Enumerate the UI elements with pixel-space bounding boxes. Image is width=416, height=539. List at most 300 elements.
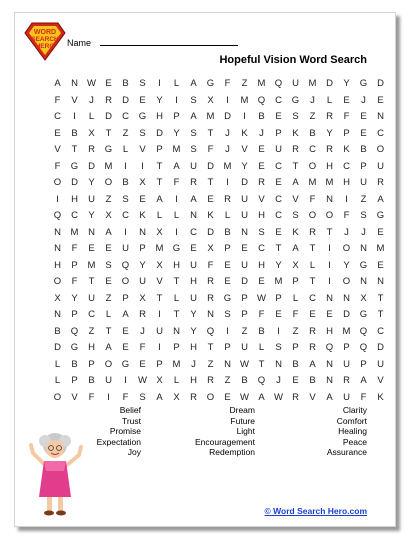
grid-letter[interactable]: E: [224, 259, 231, 271]
grid-letter[interactable]: O: [121, 276, 130, 287]
grid-letter[interactable]: D: [377, 78, 384, 89]
grid-letter[interactable]: I: [124, 160, 127, 172]
grid-letter[interactable]: B: [71, 358, 78, 370]
grid-letter[interactable]: H: [258, 210, 265, 221]
grid-letter[interactable]: I: [73, 111, 76, 122]
grid-letter[interactable]: E: [275, 226, 282, 238]
grid-letter[interactable]: U: [343, 391, 350, 403]
grid-letter[interactable]: L: [54, 375, 61, 386]
grid-letter[interactable]: D: [207, 226, 214, 238]
grid-letter[interactable]: D: [105, 111, 112, 122]
grid-letter[interactable]: D: [377, 342, 384, 353]
grid-letter[interactable]: C: [275, 193, 282, 205]
grid-letter[interactable]: F: [343, 210, 350, 221]
grid-letter[interactable]: G: [70, 160, 79, 172]
grid-letter[interactable]: N: [139, 226, 146, 238]
grid-letter[interactable]: U: [275, 144, 282, 155]
grid-letter[interactable]: E: [360, 127, 367, 139]
grid-letter[interactable]: E: [275, 111, 282, 122]
grid-letter[interactable]: L: [173, 78, 180, 89]
grid-letter[interactable]: S: [258, 226, 265, 238]
grid-letter[interactable]: C: [54, 111, 61, 122]
grid-letter[interactable]: J: [225, 127, 230, 139]
grid-letter[interactable]: N: [54, 243, 61, 254]
grid-letter[interactable]: Y: [139, 259, 146, 271]
grid-letter[interactable]: E: [139, 193, 146, 205]
grid-letter[interactable]: A: [292, 177, 299, 188]
grid-letter[interactable]: N: [71, 78, 78, 89]
grid-letter[interactable]: D: [54, 342, 61, 353]
grid-letter[interactable]: F: [173, 177, 180, 188]
grid-letter[interactable]: R: [292, 144, 299, 155]
grid-letter[interactable]: T: [258, 358, 265, 370]
grid-letter[interactable]: Y: [156, 94, 163, 106]
grid-letter[interactable]: F: [71, 276, 78, 287]
grid-letter[interactable]: T: [275, 243, 282, 254]
grid-letter[interactable]: V: [292, 193, 299, 205]
grid-letter[interactable]: L: [258, 342, 265, 353]
grid-letter[interactable]: B: [292, 358, 299, 370]
grid-letter[interactable]: Y: [190, 309, 197, 320]
grid-letter[interactable]: L: [156, 210, 163, 221]
grid-letter[interactable]: U: [241, 342, 248, 353]
grid-letter[interactable]: M: [376, 243, 385, 254]
grid-letter[interactable]: A: [105, 226, 112, 238]
grid-letter[interactable]: A: [156, 193, 163, 205]
grid-letter[interactable]: P: [343, 342, 350, 353]
grid-letter[interactable]: Y: [71, 292, 78, 304]
grid-letter[interactable]: R: [309, 226, 316, 238]
grid-letter[interactable]: D: [207, 160, 214, 172]
grid-letter[interactable]: D: [71, 177, 78, 188]
grid-letter[interactable]: B: [309, 375, 316, 386]
grid-letter[interactable]: O: [206, 391, 215, 403]
grid-letter[interactable]: A: [156, 391, 163, 403]
grid-letter[interactable]: X: [173, 391, 180, 403]
grid-letter[interactable]: F: [54, 94, 61, 106]
grid-letter[interactable]: M: [257, 78, 266, 89]
grid-letter[interactable]: E: [139, 358, 146, 370]
grid-letter[interactable]: Q: [206, 325, 215, 337]
grid-letter[interactable]: I: [141, 160, 144, 172]
grid-letter[interactable]: O: [308, 160, 317, 172]
grid-letter[interactable]: U: [156, 325, 163, 337]
grid-letter[interactable]: A: [292, 243, 299, 254]
grid-letter[interactable]: X: [139, 177, 146, 188]
grid-letter[interactable]: I: [124, 375, 127, 386]
grid-letter[interactable]: V: [139, 144, 146, 155]
grid-letter[interactable]: T: [309, 276, 316, 287]
grid-letter[interactable]: E: [207, 193, 214, 205]
grid-letter[interactable]: G: [121, 358, 130, 370]
grid-letter[interactable]: A: [309, 358, 316, 370]
name-line[interactable]: [100, 37, 238, 46]
grid-letter[interactable]: V: [156, 276, 163, 287]
grid-letter[interactable]: F: [122, 391, 129, 403]
grid-letter[interactable]: E: [326, 309, 333, 320]
grid-letter[interactable]: C: [275, 210, 282, 221]
grid-letter[interactable]: A: [190, 78, 197, 89]
grid-letter[interactable]: J: [259, 127, 264, 139]
grid-letter[interactable]: Z: [241, 325, 248, 337]
grid-letter[interactable]: T: [88, 276, 95, 287]
grid-letter[interactable]: N: [54, 309, 61, 320]
grid-letter[interactable]: S: [105, 259, 112, 271]
grid-letter[interactable]: S: [190, 144, 197, 155]
grid-letter[interactable]: X: [156, 375, 163, 386]
grid-letter[interactable]: F: [88, 391, 95, 403]
grid-letter[interactable]: D: [343, 309, 350, 320]
grid-letter[interactable]: U: [343, 358, 350, 370]
grid-letter[interactable]: C: [190, 226, 197, 238]
grid-letter[interactable]: I: [226, 94, 229, 106]
grid-letter[interactable]: Y: [326, 127, 333, 139]
grid-letter[interactable]: I: [226, 325, 229, 337]
grid-letter[interactable]: F: [207, 259, 214, 271]
grid-letter[interactable]: E: [139, 94, 146, 106]
grid-letter[interactable]: X: [156, 259, 163, 271]
grid-letter[interactable]: B: [309, 127, 316, 139]
grid-letter[interactable]: I: [328, 259, 331, 271]
grid-letter[interactable]: E: [105, 276, 112, 287]
grid-letter[interactable]: B: [54, 325, 61, 337]
grid-letter[interactable]: Q: [359, 325, 368, 337]
grid-letter[interactable]: A: [54, 78, 61, 89]
grid-letter[interactable]: Z: [105, 292, 112, 304]
grid-letter[interactable]: R: [207, 276, 214, 287]
grid-letter[interactable]: Y: [88, 210, 95, 221]
website-link[interactable]: © Word Search Hero.com: [264, 506, 367, 516]
grid-letter[interactable]: G: [359, 259, 368, 271]
grid-letter[interactable]: Y: [190, 325, 197, 337]
grid-letter[interactable]: E: [105, 243, 112, 254]
grid-letter[interactable]: L: [54, 358, 61, 370]
grid-letter[interactable]: G: [104, 144, 113, 155]
grid-letter[interactable]: Q: [359, 342, 368, 353]
grid-letter[interactable]: T: [173, 276, 180, 287]
grid-letter[interactable]: N: [326, 358, 333, 370]
grid-letter[interactable]: R: [190, 177, 197, 188]
grid-letter[interactable]: P: [292, 342, 299, 353]
grid-letter[interactable]: D: [224, 111, 231, 122]
grid-letter[interactable]: X: [88, 127, 95, 139]
grid-letter[interactable]: R: [258, 177, 265, 188]
grid-letter[interactable]: W: [138, 375, 147, 386]
grid-letter[interactable]: J: [276, 375, 281, 386]
grid-letter[interactable]: K: [292, 127, 299, 139]
grid-letter[interactable]: R: [224, 193, 231, 205]
grid-letter[interactable]: P: [71, 375, 78, 386]
grid-letter[interactable]: J: [140, 325, 145, 337]
grid-letter[interactable]: U: [377, 160, 384, 172]
grid-letter[interactable]: C: [258, 243, 265, 254]
grid-letter[interactable]: Y: [275, 259, 282, 271]
grid-letter[interactable]: H: [173, 259, 180, 271]
grid-letter[interactable]: H: [54, 259, 61, 271]
grid-letter[interactable]: C: [343, 160, 350, 172]
grid-letter[interactable]: S: [292, 111, 299, 122]
grid-letter[interactable]: K: [207, 210, 214, 221]
grid-letter[interactable]: Z: [105, 193, 112, 205]
grid-letter[interactable]: X: [360, 292, 367, 304]
grid-letter[interactable]: N: [377, 276, 384, 287]
grid-letter[interactable]: A: [190, 111, 197, 122]
grid-letter[interactable]: I: [277, 325, 280, 337]
grid-letter[interactable]: M: [274, 276, 283, 287]
grid-letter[interactable]: K: [139, 210, 146, 221]
grid-letter[interactable]: E: [377, 94, 384, 106]
grid-letter[interactable]: M: [240, 94, 249, 106]
grid-letter[interactable]: Q: [257, 375, 266, 386]
grid-letter[interactable]: Y: [173, 127, 180, 139]
grid-letter[interactable]: S: [224, 309, 231, 320]
grid-letter[interactable]: C: [275, 94, 282, 106]
grid-letter[interactable]: E: [377, 226, 384, 238]
grid-letter[interactable]: U: [377, 358, 384, 370]
grid-letter[interactable]: Y: [88, 177, 95, 188]
grid-letter[interactable]: S: [139, 127, 146, 139]
grid-letter[interactable]: S: [190, 127, 197, 139]
grid-letter[interactable]: I: [345, 193, 348, 205]
grid-letter[interactable]: C: [377, 127, 384, 139]
grid-letter[interactable]: N: [207, 309, 214, 320]
grid-letter[interactable]: M: [104, 160, 113, 172]
grid-letter[interactable]: F: [207, 144, 214, 155]
grid-letter[interactable]: D: [156, 127, 163, 139]
grid-letter[interactable]: W: [87, 78, 96, 89]
grid-letter[interactable]: Q: [274, 78, 283, 89]
grid-letter[interactable]: I: [124, 226, 127, 238]
grid-letter[interactable]: T: [377, 292, 384, 304]
grid-letter[interactable]: B: [224, 226, 231, 238]
grid-letter[interactable]: M: [70, 226, 79, 238]
grid-letter[interactable]: H: [190, 375, 197, 386]
grid-letter[interactable]: X: [105, 210, 112, 221]
grid-letter[interactable]: M: [308, 78, 317, 89]
grid-letter[interactable]: U: [292, 78, 299, 89]
grid-letter[interactable]: U: [122, 243, 129, 254]
grid-letter[interactable]: C: [275, 160, 282, 172]
grid-letter[interactable]: Q: [70, 325, 79, 337]
grid-letter[interactable]: R: [105, 94, 112, 106]
grid-letter[interactable]: O: [342, 276, 351, 287]
grid-letter[interactable]: I: [158, 78, 161, 89]
grid-letter[interactable]: E: [122, 342, 129, 353]
grid-letter[interactable]: L: [122, 144, 129, 155]
grid-letter[interactable]: L: [88, 111, 95, 122]
grid-letter[interactable]: B: [360, 144, 367, 155]
grid-letter[interactable]: Y: [343, 259, 350, 271]
grid-letter[interactable]: P: [88, 358, 95, 370]
grid-letter[interactable]: R: [309, 325, 316, 337]
grid-letter[interactable]: F: [139, 342, 146, 353]
grid-letter[interactable]: D: [122, 94, 129, 106]
grid-letter[interactable]: E: [122, 325, 129, 337]
grid-letter[interactable]: V: [309, 391, 316, 403]
grid-letter[interactable]: U: [105, 375, 112, 386]
grid-letter[interactable]: J: [361, 226, 366, 238]
grid-letter[interactable]: I: [328, 276, 331, 287]
grid-letter[interactable]: P: [241, 309, 248, 320]
grid-letter[interactable]: G: [70, 342, 79, 353]
grid-letter[interactable]: S: [139, 391, 146, 403]
grid-letter[interactable]: U: [88, 193, 95, 205]
grid-letter[interactable]: N: [241, 226, 248, 238]
grid-letter[interactable]: G: [206, 78, 215, 89]
grid-letter[interactable]: X: [139, 292, 146, 304]
grid-letter[interactable]: T: [156, 160, 163, 172]
grid-letter[interactable]: S: [292, 210, 299, 221]
grid-letter[interactable]: J: [225, 144, 230, 155]
grid-letter[interactable]: T: [71, 144, 78, 155]
grid-letter[interactable]: F: [360, 391, 367, 403]
grid-letter[interactable]: K: [377, 391, 384, 403]
grid-letter[interactable]: N: [360, 276, 367, 287]
grid-letter[interactable]: M: [172, 144, 181, 155]
grid-letter[interactable]: F: [54, 160, 61, 172]
grid-letter[interactable]: N: [275, 358, 282, 370]
grid-letter[interactable]: P: [122, 292, 129, 304]
grid-letter[interactable]: E: [292, 375, 299, 386]
grid-letter[interactable]: E: [258, 160, 265, 172]
grid-letter[interactable]: C: [309, 292, 316, 304]
grid-letter[interactable]: U: [88, 292, 95, 304]
grid-letter[interactable]: N: [326, 292, 333, 304]
grid-letter[interactable]: N: [377, 111, 384, 122]
grid-letter[interactable]: P: [71, 259, 78, 271]
grid-letter[interactable]: L: [173, 210, 180, 221]
grid-letter[interactable]: I: [226, 177, 229, 188]
grid-letter[interactable]: S: [122, 193, 129, 205]
grid-letter[interactable]: Z: [309, 111, 316, 122]
grid-letter[interactable]: G: [376, 210, 385, 221]
grid-letter[interactable]: T: [207, 127, 214, 139]
grid-letter[interactable]: L: [292, 292, 299, 304]
grid-letter[interactable]: P: [224, 342, 231, 353]
grid-letter[interactable]: J: [361, 94, 366, 106]
grid-letter[interactable]: I: [56, 193, 59, 205]
grid-letter[interactable]: B: [71, 127, 78, 139]
grid-letter[interactable]: F: [71, 243, 78, 254]
grid-letter[interactable]: F: [224, 78, 231, 89]
grid-letter[interactable]: B: [88, 375, 95, 386]
grid-letter[interactable]: F: [343, 111, 350, 122]
grid-letter[interactable]: E: [105, 78, 112, 89]
grid-letter[interactable]: F: [309, 193, 316, 205]
grid-letter[interactable]: U: [139, 276, 146, 287]
grid-letter[interactable]: R: [207, 375, 214, 386]
grid-letter[interactable]: Z: [88, 325, 95, 337]
grid-letter[interactable]: T: [173, 309, 180, 320]
grid-letter[interactable]: H: [190, 342, 197, 353]
grid-letter[interactable]: W: [240, 358, 249, 370]
grid-letter[interactable]: H: [71, 193, 78, 205]
grid-letter[interactable]: U: [360, 177, 367, 188]
grid-letter[interactable]: V: [71, 391, 78, 403]
grid-letter[interactable]: X: [207, 243, 214, 254]
grid-letter[interactable]: C: [71, 210, 78, 221]
grid-letter[interactable]: M: [155, 243, 164, 254]
grid-letter[interactable]: T: [105, 325, 112, 337]
grid-letter[interactable]: V: [258, 193, 265, 205]
grid-letter[interactable]: G: [138, 111, 147, 122]
grid-letter[interactable]: A: [258, 391, 265, 403]
grid-letter[interactable]: T: [207, 342, 214, 353]
grid-letter[interactable]: W: [274, 391, 283, 403]
grid-letter[interactable]: P: [173, 342, 180, 353]
grid-letter[interactable]: N: [190, 210, 197, 221]
grid-letter[interactable]: M: [308, 177, 317, 188]
grid-letter[interactable]: U: [241, 259, 248, 271]
grid-letter[interactable]: E: [258, 276, 265, 287]
grid-letter[interactable]: Z: [122, 127, 129, 139]
grid-letter[interactable]: X: [292, 259, 299, 271]
grid-letter[interactable]: P: [224, 243, 231, 254]
grid-letter[interactable]: Y: [241, 160, 248, 172]
grid-letter[interactable]: S: [275, 342, 282, 353]
grid-letter[interactable]: S: [360, 210, 367, 221]
grid-letter[interactable]: E: [309, 309, 316, 320]
grid-letter[interactable]: M: [223, 160, 232, 172]
grid-letter[interactable]: B: [258, 325, 265, 337]
grid-letter[interactable]: M: [342, 325, 351, 337]
grid-letter[interactable]: O: [376, 144, 385, 155]
grid-letter[interactable]: V: [71, 94, 78, 106]
grid-letter[interactable]: P: [292, 276, 299, 287]
grid-letter[interactable]: V: [54, 144, 61, 155]
grid-letter[interactable]: W: [240, 391, 249, 403]
grid-letter[interactable]: P: [241, 292, 248, 304]
grid-letter[interactable]: B: [258, 111, 265, 122]
grid-letter[interactable]: I: [158, 309, 161, 320]
grid-letter[interactable]: E: [360, 111, 367, 122]
grid-letter[interactable]: C: [122, 210, 129, 221]
grid-letter[interactable]: B: [122, 78, 129, 89]
grid-letter[interactable]: Q: [257, 94, 266, 106]
grid-letter[interactable]: R: [207, 292, 214, 304]
grid-letter[interactable]: N: [326, 193, 333, 205]
grid-letter[interactable]: Z: [241, 78, 248, 89]
grid-letter[interactable]: G: [172, 243, 181, 254]
grid-letter[interactable]: N: [360, 243, 367, 254]
grid-letter[interactable]: V: [377, 375, 384, 386]
grid-letter[interactable]: M: [87, 259, 96, 271]
grid-letter[interactable]: G: [291, 94, 300, 106]
grid-letter[interactable]: O: [53, 276, 62, 287]
grid-letter[interactable]: E: [54, 127, 61, 139]
grid-letter[interactable]: E: [88, 243, 95, 254]
grid-letter[interactable]: E: [275, 309, 282, 320]
grid-letter[interactable]: T: [156, 292, 163, 304]
grid-letter[interactable]: A: [105, 342, 112, 353]
grid-letter[interactable]: U: [241, 193, 248, 205]
grid-letter[interactable]: N: [224, 358, 231, 370]
grid-letter[interactable]: O: [308, 210, 317, 221]
grid-letter[interactable]: X: [156, 226, 163, 238]
grid-letter[interactable]: N: [54, 226, 61, 238]
grid-letter[interactable]: O: [325, 210, 334, 221]
grid-letter[interactable]: H: [190, 276, 197, 287]
grid-letter[interactable]: S: [139, 78, 146, 89]
grid-letter[interactable]: K: [343, 144, 350, 155]
grid-letter[interactable]: L: [326, 94, 333, 106]
grid-letter[interactable]: L: [173, 375, 180, 386]
grid-letter[interactable]: O: [53, 391, 62, 403]
grid-letter[interactable]: D: [241, 177, 248, 188]
grid-letter[interactable]: F: [258, 309, 265, 320]
grid-letter[interactable]: P: [360, 160, 367, 172]
grid-letter[interactable]: A: [377, 193, 384, 205]
